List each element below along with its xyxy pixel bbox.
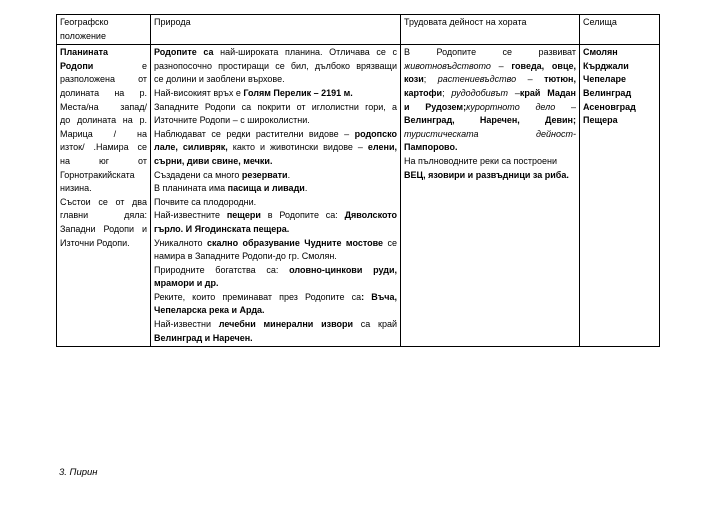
text-line: [60, 128, 147, 142]
text-segment: рудодобивът: [451, 87, 509, 98]
text-segment: Източни Родопи.: [60, 237, 130, 248]
text-line: [154, 264, 397, 278]
geography-table: [56, 14, 660, 347]
text-line: [154, 250, 397, 264]
text-line: [154, 277, 397, 291]
text-segment: разположена от: [60, 74, 147, 85]
geo-cell: [57, 45, 151, 347]
text-line: [154, 141, 397, 155]
text-line: [154, 209, 397, 223]
text-line: [154, 332, 397, 346]
text-segment: Западни Родопи и: [60, 223, 147, 234]
text-segment: и Рудозем;: [404, 101, 467, 112]
text-line: [154, 182, 397, 196]
text-segment: ;: [423, 74, 438, 85]
text-line: [154, 291, 397, 305]
text-segment: Родопи: [60, 60, 94, 71]
text-line: [154, 46, 397, 60]
town-item: Асеновград: [583, 101, 636, 112]
text-segment: курортното дело: [466, 101, 556, 112]
text-segment: родопско: [354, 128, 397, 139]
text-line: [60, 141, 147, 155]
text-line: [154, 114, 397, 128]
text-line: [60, 73, 147, 87]
text-segment: .: [304, 183, 308, 194]
town-item: Чепеларе: [583, 74, 626, 85]
text-segment: ;: [442, 87, 452, 98]
text-segment: Уникалното: [154, 237, 207, 248]
text-segment: Чепеларска река и Арда.: [154, 305, 265, 316]
text-segment: се: [383, 237, 397, 248]
text-segment: Реките, които преминават през Родопите са: [154, 291, 362, 302]
text-segment: говеда, овце,: [511, 60, 576, 71]
text-segment: край Мадан: [519, 87, 576, 98]
text-segment: лечебни минерални извори: [218, 319, 354, 330]
text-line: [154, 87, 397, 101]
town-item: Смолян: [583, 47, 618, 58]
text-line: [404, 128, 576, 142]
header-nature: Природа: [151, 15, 401, 45]
text-segment: картофи: [404, 87, 443, 98]
text-segment: Най-високият връх е: [154, 87, 244, 98]
text-segment: главни дяла:: [60, 210, 147, 221]
text-line: [404, 60, 576, 74]
text-segment: се долини и заоблени върхове.: [154, 74, 285, 85]
text-segment: най-широката планина. Отличава се с: [213, 47, 397, 58]
text-line: [154, 304, 397, 318]
geo-title: Планината: [60, 47, 109, 58]
text-segment: кози: [404, 74, 424, 85]
text-segment: Горнотракийската: [60, 169, 135, 180]
text-line: [154, 101, 397, 115]
text-segment: ВЕЦ, язовири и развъдници за риба.: [404, 169, 569, 180]
text-segment: Велинград и Наречен.: [154, 332, 253, 343]
text-segment: Наблюдават се редки растителни видове –: [154, 128, 355, 139]
nature-text: [154, 46, 397, 345]
text-segment: –: [490, 60, 512, 71]
header-towns: Селища: [580, 15, 660, 45]
text-segment: Природните богатства са:: [154, 264, 290, 275]
text-segment: разнопосочно простиращи се бил, дълбоко врязващи: [154, 60, 397, 71]
text-line: [404, 87, 576, 101]
text-line: [60, 114, 147, 128]
text-segment: намира в Западните Родопи-до гр. Смолян.: [154, 251, 337, 262]
text-line: [154, 73, 397, 87]
text-line: [60, 169, 147, 183]
text-segment: В планината има: [154, 183, 228, 194]
section-heading-pirin: 3. Пирин: [59, 467, 98, 478]
text-line: [404, 101, 576, 115]
towns-cell: [580, 45, 660, 347]
text-line: [404, 114, 576, 128]
text-segment: низина.: [60, 183, 92, 194]
text-segment: –: [555, 101, 577, 112]
text-line: [60, 196, 147, 210]
text-segment: скално образувание Чудните мостове: [206, 237, 384, 248]
header-labor: Трудовата дейност на хората: [401, 15, 580, 45]
text-segment: Източните Родопи – с широколистни.: [154, 115, 310, 126]
text-line: [60, 155, 147, 169]
text-segment: както и животински видове –: [227, 142, 368, 153]
towns-list: [583, 46, 656, 128]
table-row: [57, 45, 660, 347]
text-segment: до долината на р.: [60, 115, 147, 126]
text-segment: Велинград, Наречен, Девин;: [404, 115, 576, 126]
text-line: [154, 155, 397, 169]
text-line: [154, 169, 397, 183]
text-segment: пещери: [226, 210, 261, 221]
text-segment: Места/на запад/: [60, 101, 147, 112]
text-line: [60, 60, 147, 74]
text-segment: Създадени са много: [154, 169, 242, 180]
text-segment: долината на р.: [60, 87, 147, 98]
text-segment: Дяволското: [344, 210, 398, 221]
header-geographic-position: Географско положение: [57, 15, 151, 45]
town-item: Пещера: [583, 115, 618, 126]
text-line: [60, 223, 147, 237]
text-segment: растениевъдство: [437, 74, 517, 85]
text-line: [154, 60, 397, 74]
text-segment: в Родопите са:: [260, 210, 345, 221]
text-segment: Най-известните: [154, 210, 227, 221]
text-segment: оловно-цинкови руди,: [289, 264, 397, 275]
text-segment: тютюн,: [544, 74, 576, 85]
text-segment: Почвите са плодородни.: [154, 196, 257, 207]
text-line: [154, 237, 397, 251]
text-line: [154, 128, 397, 142]
text-segment: е: [93, 60, 147, 71]
text-segment: На пълноводните реки са построени: [404, 155, 557, 166]
text-segment: туристическата дейност-: [404, 128, 576, 139]
text-line: [404, 141, 576, 155]
text-line: [60, 237, 147, 251]
text-segment: .: [287, 169, 291, 180]
text-segment: Пампорово.: [404, 142, 458, 153]
text-segment: Марица / на: [60, 128, 147, 139]
town-item: Велинград: [583, 87, 632, 98]
text-segment: Западните Родопи са покрити от иглолистни гори, а: [154, 101, 397, 112]
text-segment: Родопите са: [154, 47, 214, 58]
text-line: [60, 101, 147, 115]
text-segment: –: [516, 74, 545, 85]
nature-cell: [151, 45, 401, 347]
text-segment: лале, силивряк,: [154, 142, 228, 153]
text-line: [60, 87, 147, 101]
geo-text: [60, 60, 147, 250]
table-header-row: [57, 15, 660, 45]
text-segment: Състои се от два: [60, 196, 147, 207]
text-segment: В Родопите се развиват: [404, 47, 576, 58]
text-segment: на юг от: [60, 155, 147, 166]
text-line: [60, 209, 147, 223]
text-line: [60, 182, 147, 196]
text-segment: гърло. И Ягодинската пещера.: [154, 223, 290, 234]
text-line: [154, 196, 397, 210]
text-line: [154, 223, 397, 237]
text-line: [404, 46, 576, 60]
text-line: [404, 155, 576, 169]
text-line: [404, 169, 576, 183]
text-segment: животновъдството: [404, 60, 491, 71]
text-line: [154, 318, 397, 332]
text-segment: –: [508, 87, 520, 98]
text-segment: резервати: [241, 169, 288, 180]
text-segment: Най-известни: [154, 319, 219, 330]
labor-cell: [401, 45, 580, 347]
text-line: [404, 73, 576, 87]
text-segment: са край: [353, 319, 397, 330]
text-segment: Голям Перелик – 2191 м.: [243, 87, 353, 98]
text-segment: изток/ .Намира се: [60, 142, 147, 153]
text-segment: : Въча,: [361, 291, 397, 302]
town-item: Кърджали: [583, 60, 629, 71]
text-segment: мрамори и др.: [154, 278, 219, 289]
text-segment: елени,: [367, 142, 397, 153]
text-segment: пасища и ливади: [227, 183, 305, 194]
text-segment: сърни, диви свине, мечки.: [154, 155, 273, 166]
labor-text: [404, 46, 576, 182]
